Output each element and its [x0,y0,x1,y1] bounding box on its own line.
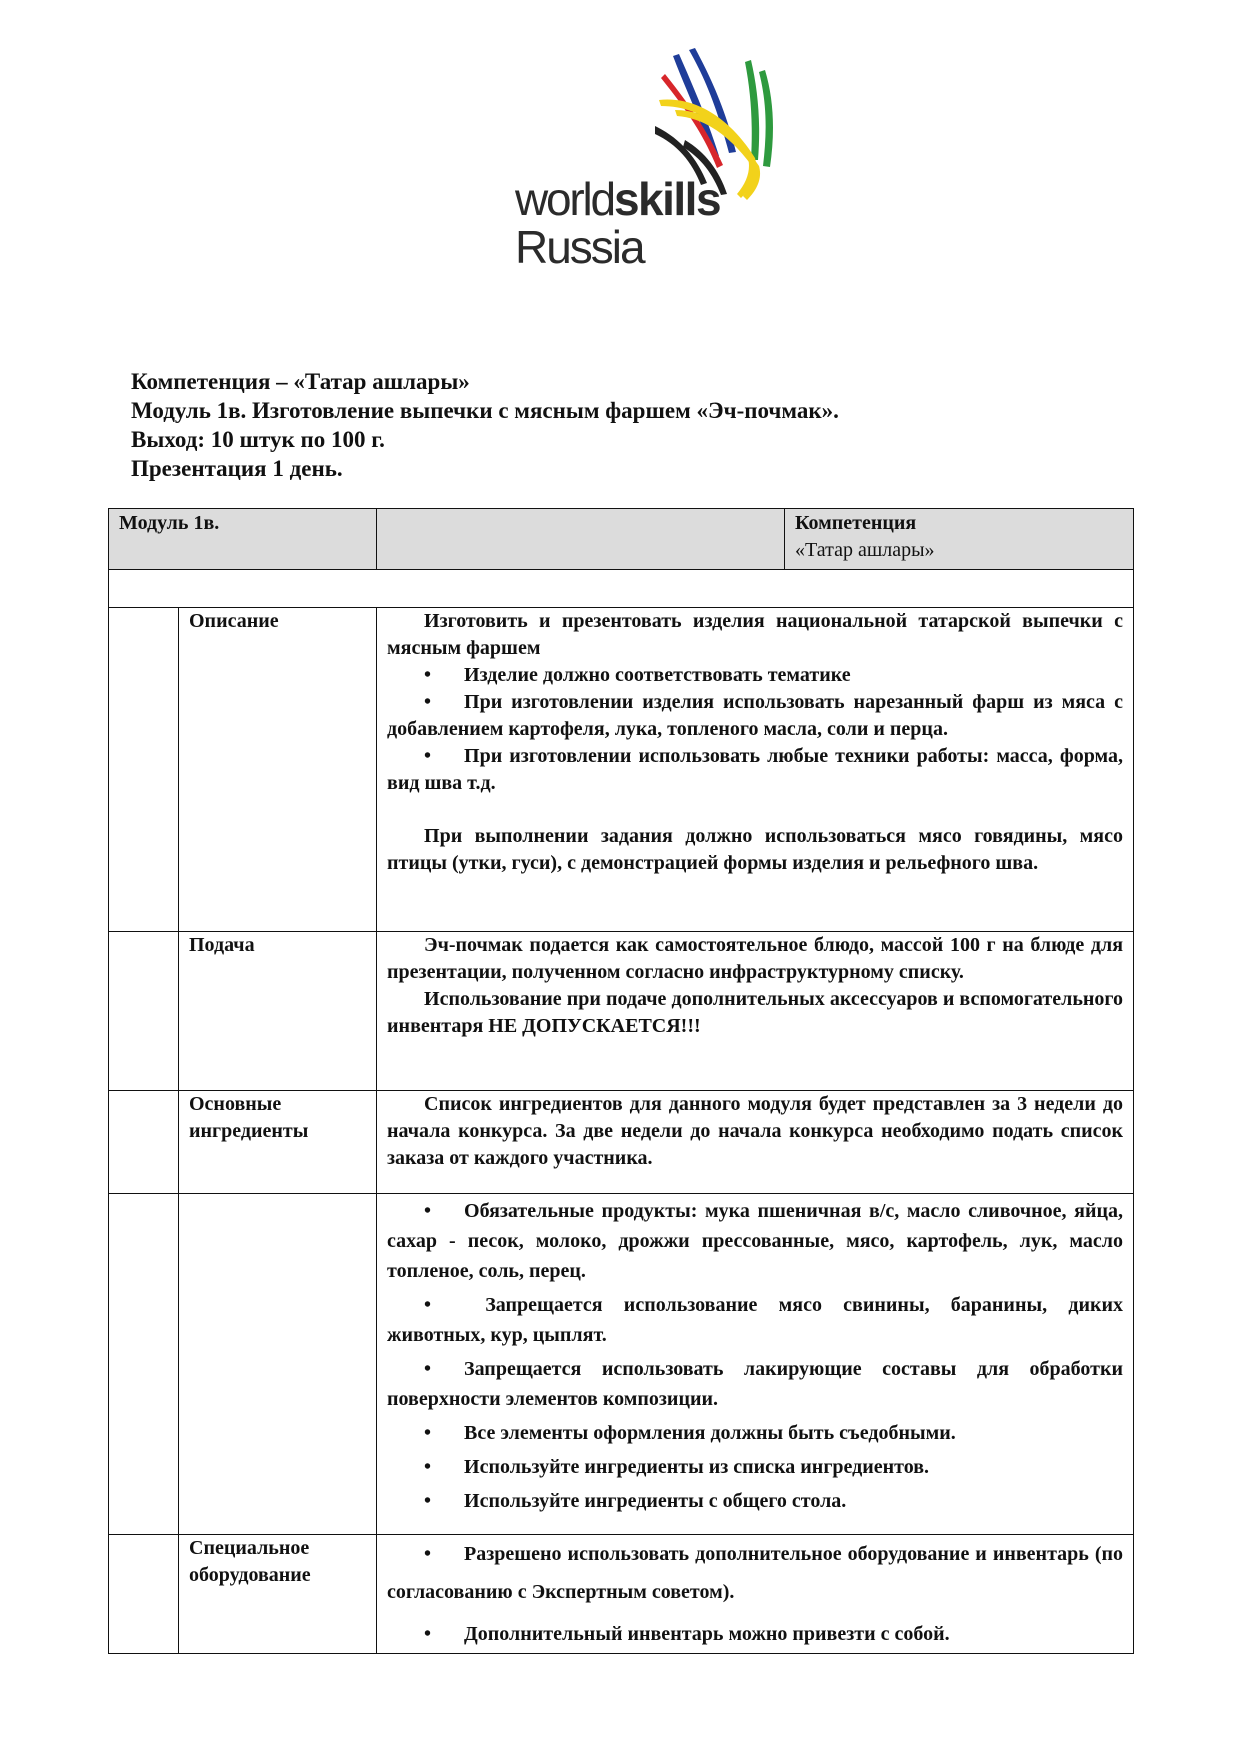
row-content-equipment [377,1535,1134,1654]
row-number-cell [109,1091,179,1194]
bullet-icon: • [424,691,432,713]
row-number-cell [109,1194,179,1535]
header-competence-value: «Татар ашлары» [795,539,935,561]
header-competence-label: Компетенция [795,512,917,534]
bullet-icon: • [424,1456,432,1478]
module-table [108,508,1134,1654]
heading-presentation: Презентация 1 день. [131,456,343,481]
bullet-icon: • [424,664,432,686]
label-line: ингредиенты [189,1120,309,1142]
list-item: • Все элементы оформления должны быть съедобными. [387,1418,1123,1448]
document-heading [131,367,1131,483]
bullet-icon: • [424,1422,432,1444]
list-item: • Изделие должно соответствовать тематике [387,662,1123,689]
label-line: оборудование [189,1564,311,1586]
bullet-icon: • [424,1623,432,1645]
header-competence-cell [785,509,1134,570]
list-item: • Разрешено использовать дополнительное оборудование и инвентарь (по согласованию с Экспертным советом). [387,1535,1123,1611]
rules-bullet-list [387,1196,1123,1516]
serving-paragraph-2: Использование при подаче дополнительных аксессуаров и вспомогательного инвентаря НЕ ДОПУСКАЕТСЯ!!! [387,988,1124,1037]
heading-module: Модуль 1в. Изготовление выпечки с мясным фаршем «Эч-почмак». [131,398,839,423]
bullet-icon: • [424,1543,432,1565]
header-module-text: Модуль 1в. [119,512,220,534]
bullet-icon: • [424,1294,432,1316]
table-row-description [109,608,1134,932]
list-item: • Дополнительный инвентарь можно привезти с собой. [387,1615,1123,1653]
row-label-serving: Подача [179,932,377,1091]
list-item: • При изготовлении использовать любые техники работы: масса, форма, вид шва т.д. [387,745,1124,794]
row-content-rules [377,1194,1134,1535]
row-content-ingredients [377,1091,1134,1194]
header-middle-cell [377,509,785,570]
list-item: • Используйте ингредиенты с общего стола. [387,1486,1123,1516]
row-number-cell [109,608,179,932]
description-note: При выполнении задания должно использоваться мясо говядины, мясо птицы (утки, гуси), с демонстрацией формы изделия и рельефного шва. [387,825,1124,874]
logo-word-world: world [515,173,614,225]
bullet-icon: • [424,745,432,767]
list-item: • Запрещается использование мясо свинины, баранины, диких животных, кур, цыплят. [387,1290,1123,1350]
row-label-empty [179,1194,377,1535]
description-bullet-list [387,662,1123,797]
row-label-ingredients [179,1091,377,1194]
table-row-serving [109,932,1134,1091]
table-header-row [109,509,1134,570]
ingredients-text: Список ингредиентов для данного модуля будет представлен за 3 недели до начала конкурса. За две недели до начала конкурса необходимо подать список заказа от каждого участника. [387,1093,1124,1169]
worldskills-russia-logo [515,48,775,273]
serving-paragraph-1: Эч-почмак подается как самостоятельное блюдо, массой 100 г на блюде для презентации, полученном согласно инфраструктурному списку. [387,934,1124,983]
bullet-icon: • [424,1200,432,1222]
bullet-icon: • [424,1490,432,1512]
row-number-cell [109,932,179,1091]
table-row-ingredients [109,1091,1134,1194]
list-item: • Используйте ингредиенты из списка ингредиентов. [387,1452,1123,1482]
row-number-cell [109,1535,179,1654]
row-label-description: Описание [179,608,377,932]
heading-competence: Компетенция – «Татар ашлары» [131,369,470,394]
header-module-cell [109,509,377,570]
label-line: Основные [189,1093,282,1115]
list-item: • Обязательные продукты: мука пшеничная в/с, масло сливочное, яйца, сахар - песок, молоко, дрожжи прессованные, мясо, картофель, лук, масло топленое, соль, перец. [387,1196,1123,1286]
list-item: • Запрещается использовать лакирующие составы для обработки поверхности элементов композиции. [387,1354,1123,1414]
table-row-equipment [109,1535,1134,1654]
list-item: • При изготовлении изделия использовать нарезанный фарш из мяса с добавлением картофеля, лука, топленого масла, соли и перца. [387,691,1124,740]
row-content-serving [377,932,1134,1091]
description-intro: Изготовить и презентовать изделия национальной татарской выпечки с мясным фаршем [387,610,1124,659]
heading-yield: Выход: 10 штук по 100 г. [131,427,385,452]
bullet-icon: • [424,1358,432,1380]
row-label-equipment [179,1535,377,1654]
logo-word-skills: skills [613,173,721,225]
label-line: Специальное [189,1537,310,1559]
row-content-description [377,608,1134,932]
spacer-cell [109,570,1134,608]
equipment-bullet-list [387,1535,1123,1653]
table-spacer-row [109,570,1134,608]
logo-wordmark [515,173,721,273]
table-row-rules [109,1194,1134,1535]
logo-word-russia: Russia [515,221,644,273]
